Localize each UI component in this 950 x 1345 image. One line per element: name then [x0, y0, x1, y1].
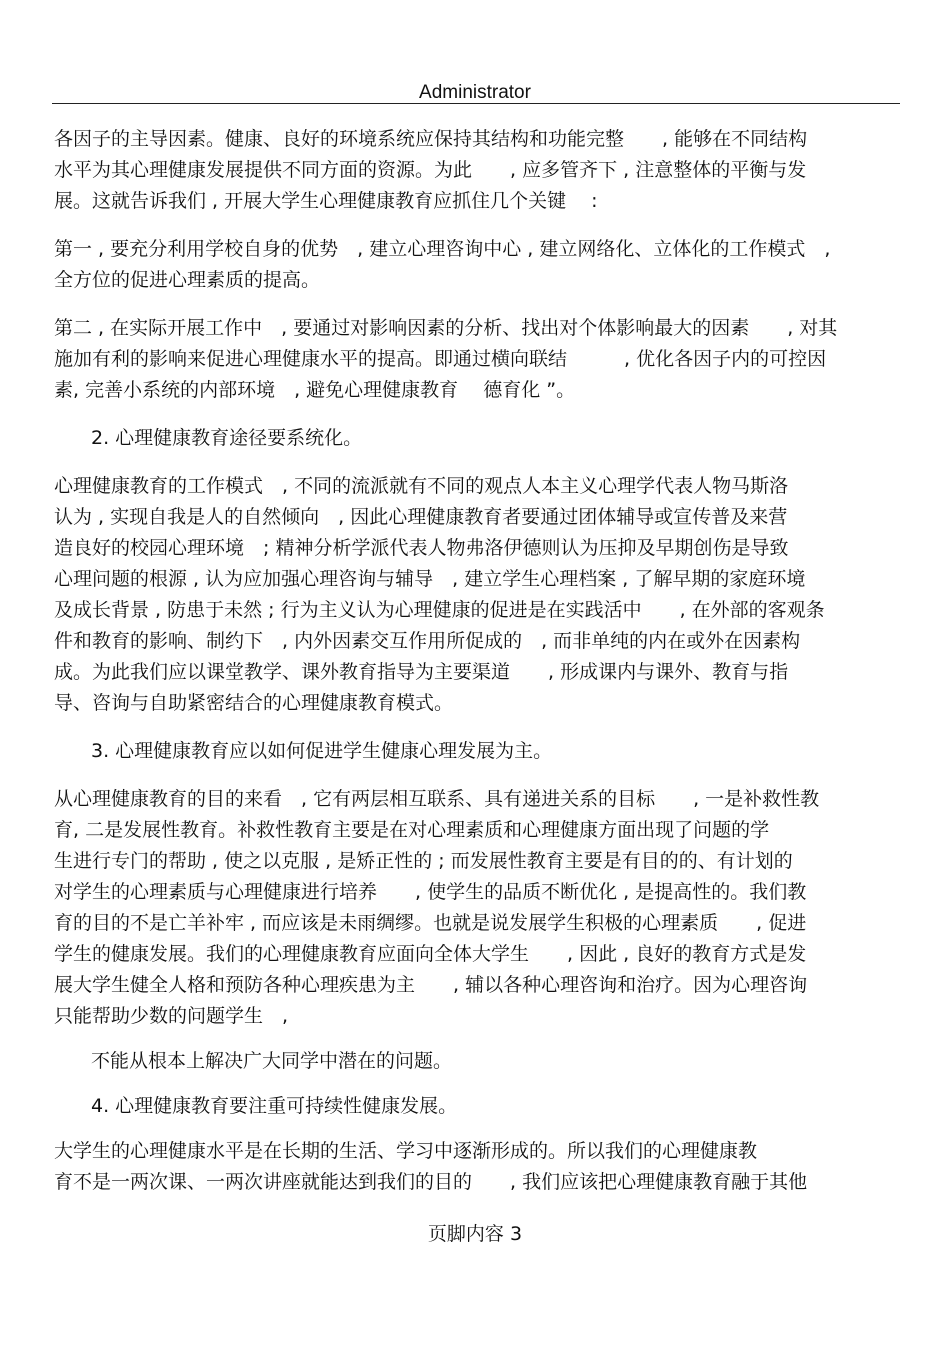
body-paragraph [54, 471, 899, 719]
continuation-paragraph: 不能从根本上解决广大同学中潜在的问题。 [91, 1050, 453, 1072]
body-paragraph [54, 1136, 899, 1198]
text-line: 对学生的心理素质与心理健康进行培养 , 使学生的品质不断优化 , 是提高性的。我们教 [54, 881, 807, 903]
text-line: 大学生的心理健康水平是在长期的生活、学习中逐渐形成的。所以我们的心理健康教 [54, 1140, 758, 1162]
section-heading: 4. 心理健康教育要注重可持续性健康发展。 [91, 1095, 458, 1117]
text-line: 展大学生健全人格和预防各种心理疾患为主 , 辅以各种心理咨询和治疗。因为心理咨询 [54, 974, 808, 996]
text-line: 展。这就告诉我们 , 开展大学生心理健康教育应抓住几个关键 : [54, 190, 598, 212]
body-paragraph [54, 784, 899, 1032]
text-line: 学生的健康发展。我们的心理健康教育应面向全体大学生 , 因此 , 良好的教育方式是发 [54, 943, 807, 965]
text-line: 心理健康教育的工作模式 , 不同的流派就有不同的观点人本主义心理学代表人物马斯洛 [54, 475, 789, 497]
body-paragraph [54, 124, 899, 217]
page-footer: 页脚内容 3 [427, 1223, 523, 1245]
text-line: 认为 , 实现自我是人的自然倾向 , 因此心理健康教育者要通过团体辅导或宣传普及来营 [54, 506, 788, 528]
section-heading: 3. 心理健康教育应以如何促进学生健康心理发展为主。 [91, 740, 553, 762]
text-line: 育不是一两次课、一两次讲座就能达到我们的目的 , 我们应该把心理健康教育融于其他 [54, 1171, 808, 1193]
text-line: 心理问题的根源 , 认为应加强心理咨询与辅导 , 建立学生心理档案 , 了解早期的家庭环境 [54, 568, 806, 590]
text-line: 只能帮助少数的问题学生 , [54, 1005, 289, 1027]
text-line: 水平为其心理健康发展提供不同方面的资源。为此 , 应多管齐下 , 注意整体的平衡与发 [54, 159, 807, 181]
header-divider [52, 103, 900, 104]
text-line: 件和教育的影响、制约下 , 内外因素交互作用所促成的 , 而非单纯的内在或外在因素构 [54, 630, 801, 652]
text-line: 第一 , 要充分利用学校自身的优势 , 建立心理咨询中心 , 建立网络化、立体化的工作模式 , [54, 238, 831, 260]
text-line: 施加有利的影响来促进心理健康水平的提高。即通过横向联结 , 优化各因子内的可控因 [54, 348, 827, 370]
text-line: 全方位的促进心理素质的提高。 [54, 269, 321, 291]
text-line: 育的目的不是亡羊补牢 , 而应该是未雨绸缪。也就是说发展学生积极的心理素质 , 促进 [54, 912, 807, 934]
text-line: 造良好的校园心理环境 ; 精神分析学派代表人物弗洛伊德则认为压抑及早期创伤是导致 [54, 537, 789, 559]
page-header-author: Administrator [419, 82, 531, 103]
document-body [54, 124, 899, 1198]
text-line: 第二 , 在实际开展工作中 , 要通过对影响因素的分析、找出对个体影响最大的因素 , 对其 [54, 317, 838, 339]
text-line: 各因子的主导因素。健康、良好的环境系统应保持其结构和功能完整 , 能够在不同结构 [54, 128, 808, 150]
text-line: 生进行专门的帮助 , 使之以克服 , 是矫正性的 ; 而发展性教育主要是有目的的、有计划的 [54, 850, 793, 872]
text-line: 导、咨询与自助紧密结合的心理健康教育模式。 [54, 692, 454, 714]
text-line: 成。为此我们应以课堂教学、课外教育指导为主要渠道 , 形成课内与课外、教育与指 [54, 661, 789, 683]
body-paragraph [54, 313, 899, 406]
section-heading: 2. 心理健康教育途径要系统化。 [91, 427, 363, 449]
text-line: 从心理健康教育的目的来看 , 它有两层相互联系、具有递进关系的目标 , 一是补救性教 [54, 788, 820, 810]
text-line: 育, 二是发展性教育。补救性教育主要是在对心理素质和心理健康方面出现了问题的学 [54, 819, 770, 841]
text-line: 素, 完善小系统的内部环境 , 避免心理健康教育 德育化 ”。 [54, 379, 576, 401]
text-line: 及成长背景 , 防患于未然 ; 行为主义认为心理健康的促进是在实践活中 , 在外部的客观条 [54, 599, 825, 621]
body-paragraph [54, 234, 899, 296]
